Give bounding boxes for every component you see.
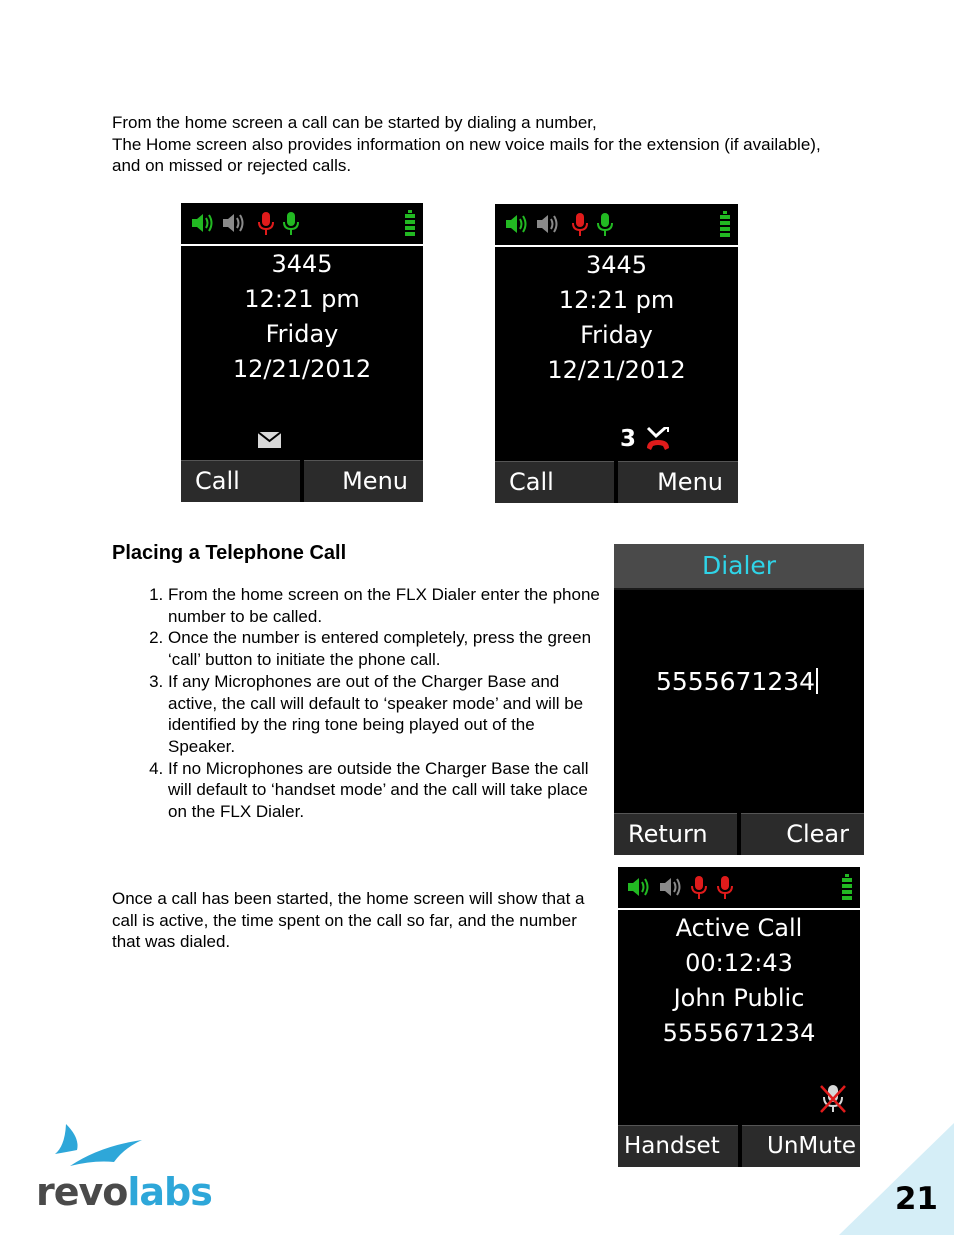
dialer-screen [614, 544, 864, 855]
active-call-screen [618, 867, 860, 1167]
menu-softkey[interactable]: Menu [304, 460, 424, 502]
call-duration: 00:12:43 [685, 949, 793, 977]
mic-red-icon [571, 212, 589, 238]
call-info [618, 911, 860, 1051]
mic-green-icon [596, 212, 614, 238]
steps-list [112, 584, 602, 823]
date: 12/21/2012 [547, 356, 686, 384]
clear-softkey[interactable]: Clear [741, 813, 865, 855]
day: Friday [265, 320, 339, 348]
caller-number: 5555671234 [662, 1019, 816, 1047]
intro-line-2: The Home screen also provides information on new voice mails for the extension (if available), and on missed or rejected calls. [112, 134, 821, 175]
call-status: Active Call [675, 914, 803, 942]
missed-call-icon [645, 426, 671, 452]
status-bar [181, 203, 423, 246]
step-2: 2. Once the number is entered completely, press the green ‘call’ button to initiate the phone call. [168, 627, 602, 670]
softkeys [181, 460, 423, 502]
dialed-number: 5555671234 [656, 667, 816, 696]
return-softkey[interactable]: Return [614, 813, 737, 855]
revolabs-fin-logo [30, 1120, 150, 1170]
speaker-active-icon [626, 875, 652, 899]
home-info [181, 247, 423, 387]
menu-softkey[interactable]: Menu [618, 461, 738, 503]
speaker-inactive-icon [221, 211, 247, 235]
status-bar [618, 867, 860, 910]
mic-red-icon [690, 875, 708, 901]
revolabs-wordmark [36, 1170, 212, 1214]
battery-icon [841, 874, 853, 900]
step-1: 1. From the home screen on the FLX Dialer enter the phone number to be called. [168, 584, 602, 627]
page-number: 21 [894, 1181, 938, 1217]
home-info [495, 248, 738, 388]
unmute-softkey[interactable]: UnMute [742, 1125, 860, 1167]
extension: 3445 [585, 251, 648, 279]
page-corner-decoration [839, 1123, 954, 1235]
handset-softkey[interactable]: Handset [618, 1125, 738, 1167]
mic-green-icon [282, 211, 300, 237]
home-screen-missed-calls [495, 204, 738, 503]
status-bar [495, 204, 738, 247]
speaker-active-icon [504, 212, 530, 236]
speaker-active-icon [190, 211, 216, 235]
speaker-inactive-icon [535, 212, 561, 236]
call-softkey[interactable]: Call [181, 460, 300, 502]
extension: 3445 [271, 250, 333, 278]
home-screen-voicemail [181, 203, 423, 502]
time: 12:21 pm [244, 285, 360, 313]
intro-text [112, 112, 832, 177]
envelope-icon [258, 432, 281, 448]
intro-line-1: From the home screen a call can be started by dialing a number, [112, 113, 597, 132]
softkeys [618, 1125, 860, 1167]
speaker-inactive-icon [658, 875, 684, 899]
mic-red-icon [716, 875, 734, 901]
battery-icon [404, 210, 416, 236]
text-caret [816, 668, 818, 694]
logo-part-1: revo [36, 1170, 128, 1214]
section-heading: Placing a Telephone Call [112, 542, 347, 564]
caller-name: John Public [673, 984, 805, 1012]
time: 12:21 pm [558, 286, 675, 314]
day: Friday [580, 321, 653, 349]
step-4: 4. If no Microphones are outside the Charger Base the call will default to ‘handset mode’ and the call will take place on the FLX Dialer. [168, 758, 602, 823]
missed-call-count: 3 [620, 426, 637, 452]
date: 12/21/2012 [232, 355, 372, 383]
step-3: 3. If any Microphones are out of the Charger Base and active, the call will default to ‘speaker mode’ and will be identified by the ring tone being played out of the Speaker. [168, 671, 602, 758]
dialer-title: Dialer [614, 544, 864, 590]
call-softkey[interactable]: Call [495, 461, 614, 503]
muted-mic-icon [818, 1083, 848, 1115]
battery-icon [719, 211, 731, 237]
mic-red-icon [257, 211, 275, 237]
logo-part-2: labs [127, 1170, 212, 1214]
dial-number-display [656, 667, 818, 696]
softkeys [614, 813, 864, 855]
active-call-description: Once a call has been started, the home screen will show that a call is active, the time spent on the call so far, and the number that was dialed. [112, 889, 585, 951]
softkeys [495, 461, 738, 503]
